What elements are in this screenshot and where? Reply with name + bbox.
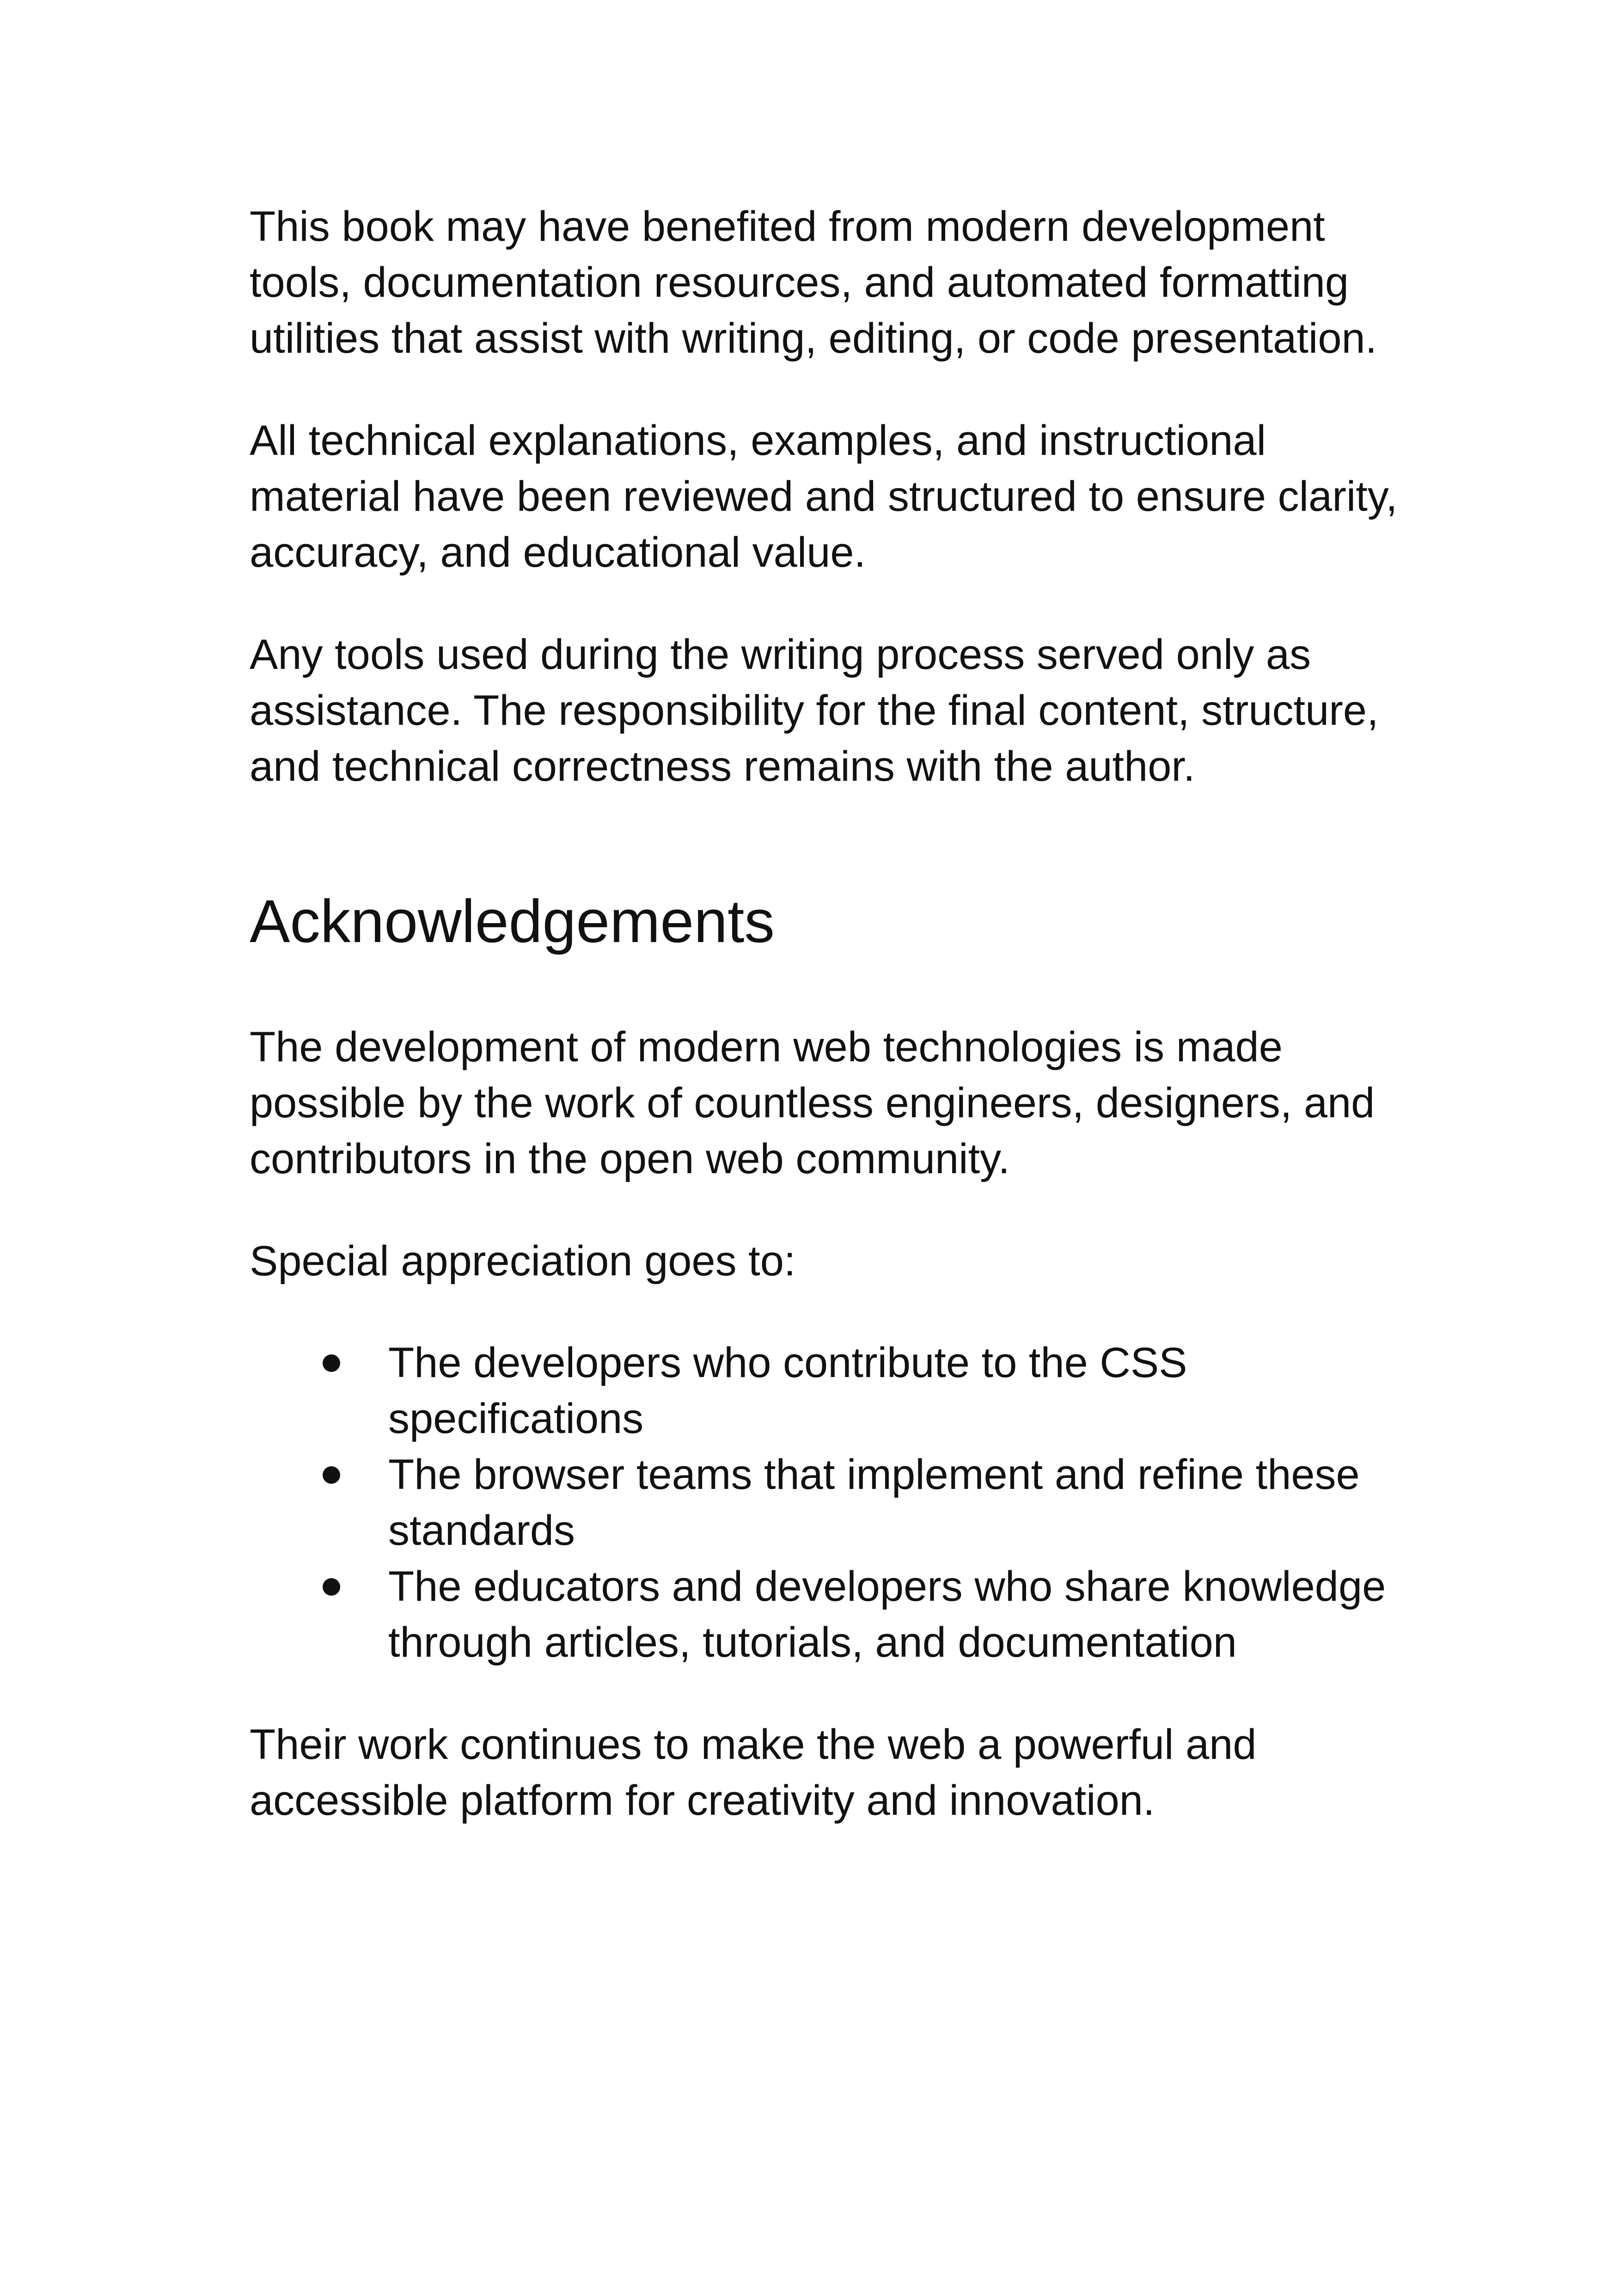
- text-line: material have been reviewed and structured to ensure clarity,: [250, 473, 1398, 520]
- text-line: and technical correctness remains with the author.: [250, 743, 1195, 790]
- appreciation-list: [250, 1335, 1414, 1671]
- text-line: contributors in the open web community.: [250, 1135, 1010, 1182]
- list-item: [250, 1335, 1414, 1447]
- text-line: Special appreciation goes to:: [250, 1237, 796, 1285]
- text-line: standards: [388, 1507, 575, 1554]
- text-line: through articles, tutorials, and documentation: [388, 1619, 1237, 1666]
- text-line: Any tools used during the writing process served only as: [250, 631, 1311, 678]
- text-line: utilities that assist with writing, editing, or code presentation.: [250, 315, 1377, 362]
- text-line: The educators and developers who share knowledge: [388, 1563, 1386, 1610]
- acknowledgements-intro: [250, 1019, 1414, 1187]
- text-line: specifications: [388, 1395, 644, 1442]
- disclosure-paragraph-1: [250, 199, 1414, 367]
- acknowledgements-lead: [250, 1233, 1414, 1289]
- text-line: This book may have benefited from modern development: [250, 203, 1325, 250]
- text-line: accessible platform for creativity and innovation.: [250, 1777, 1155, 1824]
- document-page: [250, 199, 1414, 1824]
- disclosure-paragraph-3: [250, 627, 1414, 795]
- disclosure-paragraph-2: [250, 413, 1414, 581]
- text-line: All technical explanations, examples, and instructional: [250, 417, 1266, 464]
- acknowledgements-section: [250, 1019, 1414, 1829]
- text-line: possible by the work of countless engineers, designers, and: [250, 1079, 1375, 1127]
- text-line: The development of modern web technologies is made: [250, 1023, 1283, 1071]
- text-line: The developers who contribute to the CSS: [388, 1339, 1187, 1386]
- bullet-icon: [323, 1466, 340, 1484]
- text-line: accuracy, and educational value.: [250, 529, 866, 576]
- text-line: tools, documentation resources, and automated formatting: [250, 259, 1349, 306]
- acknowledgements-closing: [250, 1717, 1414, 1829]
- text-line: assistance. The responsibility for the final content, structure,: [250, 687, 1379, 734]
- text-line: The browser teams that implement and refine these: [388, 1451, 1360, 1498]
- list-item: [250, 1559, 1414, 1671]
- bullet-icon: [323, 1578, 340, 1596]
- acknowledgements-heading: Acknowledgements: [250, 887, 775, 955]
- list-item: [250, 1447, 1414, 1559]
- text-line: Their work continues to make the web a powerful and: [250, 1721, 1257, 1768]
- bullet-icon: [323, 1354, 340, 1372]
